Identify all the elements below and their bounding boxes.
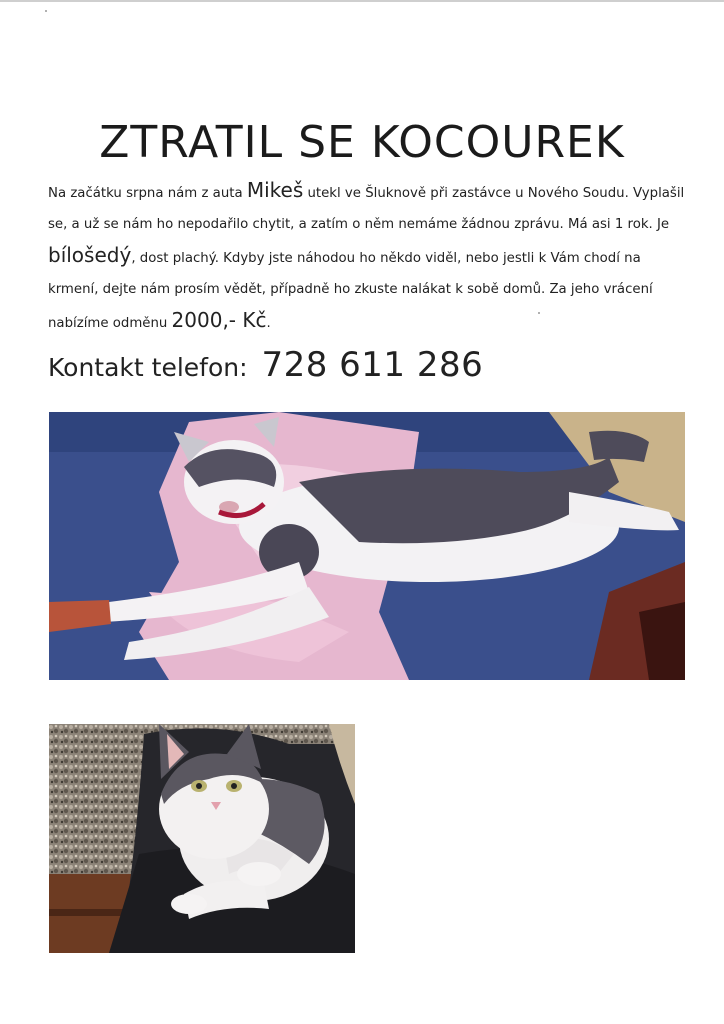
paragraph-text: utekl ve Šluknově při zastávce u Nového Soudu. Vyplašil se, a už se nám ho nepodařilo chytit, a zatím o něm nemáme žádnou zprávu. Má asi 1 rok. Je: [48, 186, 685, 232]
contact-phone: 728 611 286: [261, 345, 484, 385]
description-paragraph: [48, 175, 688, 339]
cat-photo-sitting: [49, 724, 355, 953]
page-top-edge: [0, 0, 724, 2]
emphasized-text: Mikeš: [246, 178, 304, 202]
scan-speck: [45, 10, 47, 12]
cat-photo-lying: [49, 412, 685, 680]
paragraph-text: Na začátku srpna nám z auta: [48, 186, 247, 201]
paragraph-text: .: [266, 316, 271, 331]
contact-label: Kontakt telefon:: [48, 353, 248, 382]
emphasized-text: bílošedý: [48, 243, 132, 267]
poster-title: ZTRATIL SE KOCOUREK: [99, 117, 625, 169]
contact-line: [48, 345, 483, 385]
paragraph-text: , dost plachý. Kdyby jste náhodou ho někdo viděl, nebo jestli k Vám chodí na krmení, dejte nám prosím vědět, případně ho zkuste nalákat k sobě domů. Za jeho vrácení nabízíme odměnu: [48, 251, 653, 331]
emphasized-text: 2000,- Kč: [171, 308, 267, 332]
